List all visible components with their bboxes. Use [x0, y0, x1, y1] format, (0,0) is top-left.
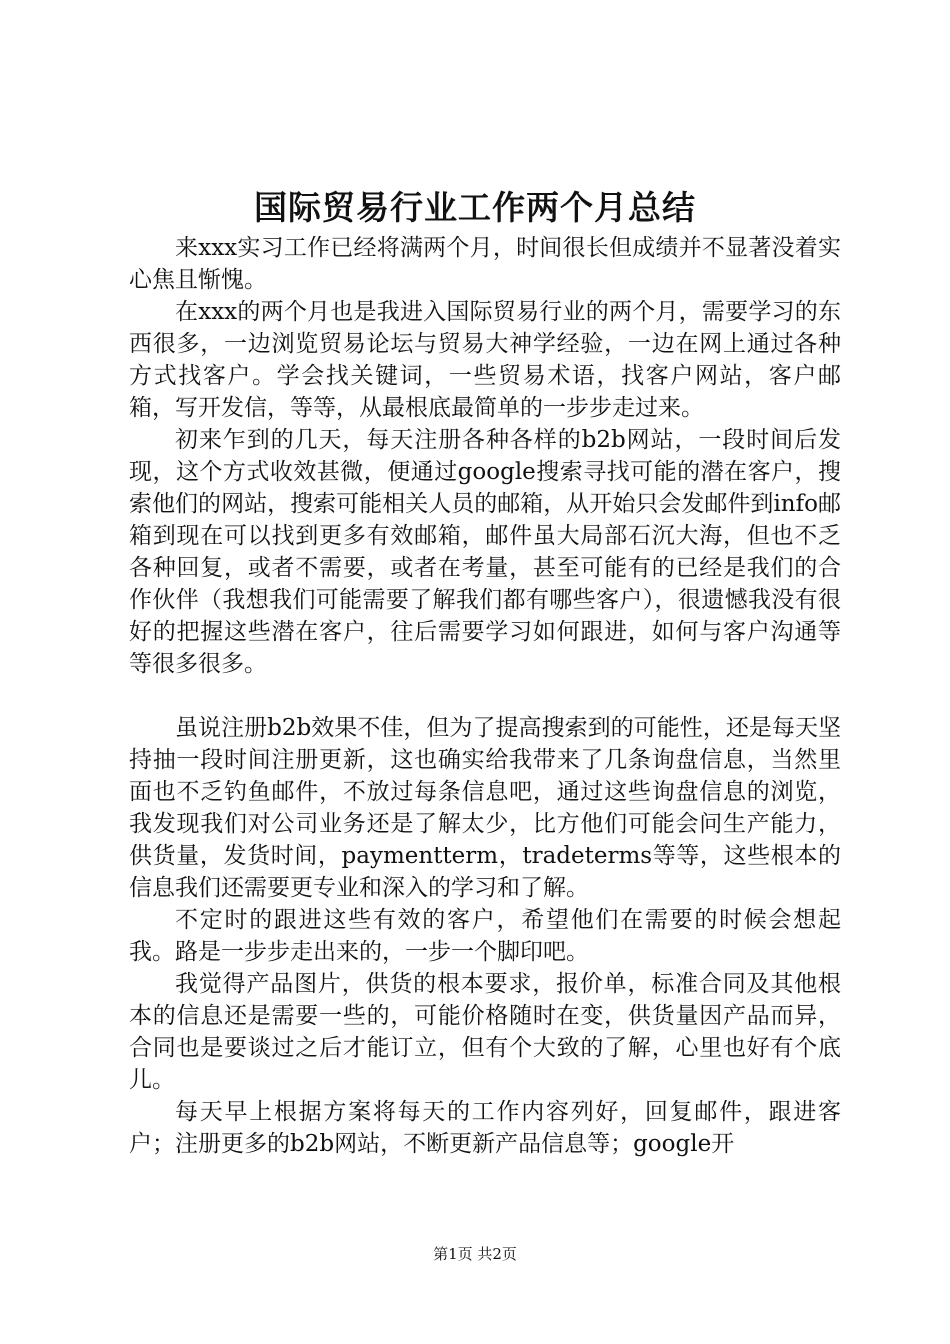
page-footer: 第1页 共2页 — [433, 1245, 517, 1263]
paragraph: 每天早上根据方案将每天的工作内容列好，回复邮件，跟进客户；注册更多的b2b网站，不断更新产品信息等；google开 — [129, 1099, 841, 1157]
paragraph: 来xxx实习工作已经将满两个月，时间很长但成绩并不显著没着实心焦且惭愧。 — [129, 235, 841, 293]
paragraph: 不定时的跟进这些有效的客户，希望他们在需要的时候会想起我。路是一步步走出来的，一步一个脚印吧。 — [129, 907, 841, 965]
paragraph: 我觉得产品图片，供货的根本要求，报价单，标准合同及其他根本的信息还是需要一些的，可能价格随时在变，供货量因产品而异，合同也是要谈过之后才能订立，但有个大致的了解，心里也好有个底儿。 — [129, 971, 841, 1093]
paragraph: 虽说注册b2b效果不佳，但为了提高搜索到的可能性，还是每天坚持抽一段时间注册更新，这也确实给我带来了几条询盘信息，当然里面也不乏钓鱼邮件，不放过每条信息吧，通过这些询盘信息的浏览，我发现我们对公司业务还是了解太少，比方他们可能会问生产能力，供货量，发货时间，paymentterm，tradeterms等等，这些根本的信息我们还需要更专业和深入的学习和了解。 — [129, 715, 841, 901]
document-body — [129, 232, 841, 1160]
paragraph: 在xxx的两个月也是我进入国际贸易行业的两个月，需要学习的东西很多，一边浏览贸易论坛与贸易大神学经验，一边在网上通过各种方式找客户。学会找关键词，一些贸易术语，找客户网站，客户邮箱，写开发信，等等，从最根底最简单的一步步走过来。 — [129, 299, 841, 421]
paragraph: 初来乍到的几天，每天注册各种各样的b2b网站，一段时间后发现，这个方式收效甚微，便通过google搜索寻找可能的潜在客户，搜索他们的网站，搜索可能相关人员的邮箱，从开始只会发邮件到info邮箱到现在可以找到更多有效邮箱，邮件虽大局部石沉大海，但也不乏各种回复，或者不需要，或者在考量，甚至可能有的已经是我们的合作伙伴（我想我们可能需要了解我们都有哪些客户），很遗憾我没有很好的把握这些潜在客户，往后需要学习如何跟进，如何与客户沟通等等很多很多。 — [129, 427, 841, 677]
document-title: 国际贸易行业工作两个月总结 — [254, 188, 696, 227]
